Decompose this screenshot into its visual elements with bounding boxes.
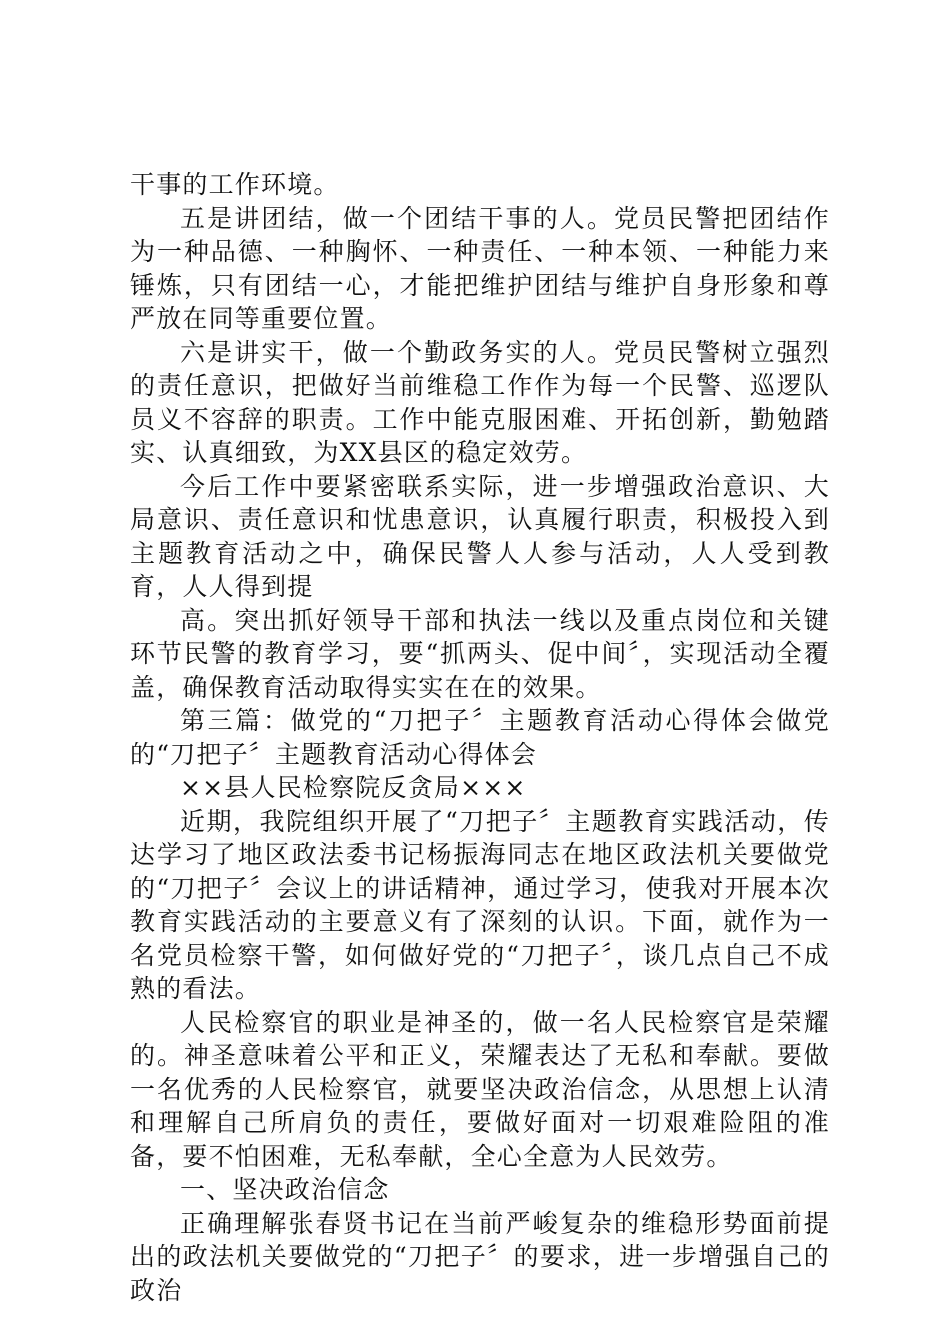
document-body	[130, 168, 830, 1307]
paragraph-practical-work: 六是讲实干，做一个勤政务实的人。党员民警树立强烈的责任意识，把做好当前维稳工作作为每一个民警、巡逻队员义不容辞的职责。工作中能克服困难、开拓创新，勤勉踏实、认真细致，为XX县区的稳定效劳。	[130, 337, 830, 467]
paragraph-recent-activity: 近期，我院组织开展了“刀把子〞主题教育实践活动，传达学习了地区政法委书记杨振海同志在地区政法机关要做党的“刀把子〞会议上的讲话精神，通过学习，使我对开展本次教育实践活动的主要意义有了深刻的认识。下面，就作为一名党员检察干警，如何做好党的“刀把子〞，谈几点自己不成熟的看法。	[130, 806, 830, 1003]
paragraph-future-work: 今后工作中要紧密联系实际，进一步增强政治意识、大局意识、责任意识和忧患意识，认真履行职责，积极投入到主题教育活动之中，确保民警人人参与活动，人人受到教育，人人得到提	[130, 471, 830, 601]
author-line: ××县人民检察院反贪局×××	[180, 773, 527, 802]
paragraph-unity: 五是讲团结，做一个团结干事的人。党员民警把团结作为一种品德、一种胸怀、一种责任、一种本领、一种能力来锤炼，只有团结一心，才能把维护团结与维护自身形象和尊严放在同等重要位置。	[130, 203, 830, 333]
paragraph-improvement: 高。突出抓好领导干部和执法一线以及重点岗位和关键环节民警的教育学习，要“抓两头、促中间〞，实现活动全覆盖，确保教育活动取得实实在在的效果。	[130, 605, 830, 702]
heading-political-belief: 一、坚决政治信念	[180, 1175, 390, 1204]
paragraph-continuation: 干事的工作环境。	[130, 170, 340, 199]
section-title-part-three: 第三篇：做党的“刀把子〞主题教育活动心得体会做党的“刀把子〞主题教育活动心得体会	[130, 706, 830, 769]
paragraph-understanding: 正确理解张春贤书记在当前严峻复杂的维稳形势面前提出的政法机关要做党的“刀把子〞的要求，进一步增强自己的政治	[130, 1208, 830, 1305]
paragraph-prosecutor-duty: 人民检察官的职业是神圣的，做一名人民检察官是荣耀的。神圣意味着公平和正义，荣耀表达了无私和奉献。要做一名优秀的人民检察官，就要坚决政治信念，从思想上认清和理解自己所肩负的责任，要做好面对一切艰难险阻的准备，要不怕困难，无私奉献，全心全意为人民效劳。	[130, 1007, 830, 1171]
